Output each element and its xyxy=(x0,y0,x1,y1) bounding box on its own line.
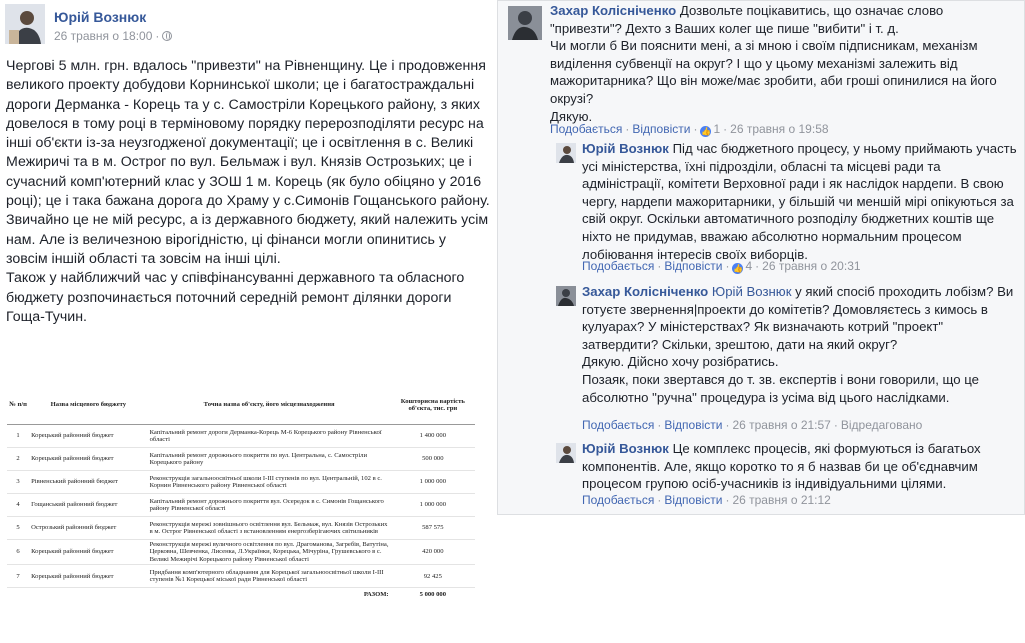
cell-object: Придбання комп'ютерного обладнання для Корецької загальноосвітньої школи І-ІІІ ступенів №1 Корецької міської ради Рівненської області xyxy=(148,565,391,588)
like-icon[interactable]: 👍 xyxy=(700,127,711,136)
profile-photo-icon xyxy=(556,286,576,306)
mention-link[interactable]: Юрій Вознюк xyxy=(711,284,792,299)
reply-button[interactable]: Відповісти xyxy=(632,122,691,136)
comment-time[interactable]: 26 травня о 20:31 xyxy=(762,259,861,273)
post-text xyxy=(6,57,490,327)
comment-author[interactable]: Юрій Вознюк xyxy=(582,141,669,156)
cell-budget: Корецький районний бюджет xyxy=(29,448,148,471)
cell-cost: 420 000 xyxy=(391,540,475,565)
comment-body xyxy=(582,283,1018,406)
comment-actions: Подобається · Відповісти · 26 травня о 21:57 · Відредаговано xyxy=(582,418,923,432)
comment-author[interactable]: Захар Колісніченко xyxy=(582,284,709,299)
like-count[interactable]: 4 xyxy=(745,259,753,273)
comment-actions: Подобається · Відповісти · 👍 1 · 26 травня о 19:58 xyxy=(550,122,829,136)
comment-body xyxy=(582,140,1018,263)
like-icon[interactable]: 👍 xyxy=(732,264,743,273)
cell-object: Реконструкція мережі вуличного освітлення по вул. Драгоманова, Загребів, Ватутіна, Церковна, Шевченка, Лисенка, Л.Українки, Корецька, Мічуріна, Грушевського в с. Великі Межирічі Корецького району Рівненської області xyxy=(148,540,391,565)
reply-button[interactable]: Відповісти xyxy=(664,493,723,507)
total-label: РАЗОМ: xyxy=(363,590,389,598)
avatar[interactable] xyxy=(556,443,576,463)
comment-body xyxy=(550,2,1018,125)
comment-text: у який спосіб проходить лобізм? Ви готуєте звернення|проекти до комітетів? Домовляєтесь з кимось в кулуарах? У міністерствах? Як визначають котрий "проект" затвердити? Скільки, зрештою, дати на який округ? xyxy=(582,284,1014,352)
table-total-row xyxy=(7,588,475,601)
comment xyxy=(508,4,1018,136)
cell-cost: 92 425 xyxy=(391,565,475,588)
profile-photo-icon xyxy=(508,6,542,40)
comment-text: Дозвольте поцікавитись, що означає слово "привезти"? Дехто з Ваших колег ще пише "вибити" і т. д. xyxy=(550,3,944,36)
like-button[interactable]: Подобається xyxy=(582,259,655,273)
like-button[interactable]: Подобається xyxy=(550,122,623,136)
globe-icon xyxy=(162,31,172,41)
profile-photo-icon xyxy=(556,143,576,163)
avatar[interactable] xyxy=(556,286,576,306)
cell-num: 7 xyxy=(7,565,29,588)
budget-table xyxy=(7,386,475,600)
cell-num: 2 xyxy=(7,448,29,471)
post-meta: 26 травня о 18:00 · xyxy=(54,29,172,43)
table-row xyxy=(7,471,475,494)
reply-comment xyxy=(556,141,1018,276)
cell-cost: 1 400 000 xyxy=(391,425,475,448)
cell-budget: Корецький районний бюджет xyxy=(29,425,148,448)
col-cost: Кошторисна вартість об'єкта, тис. грн xyxy=(391,386,475,425)
cell-object: Капітальний ремонт дорожнього покриття по вул. Центральна, с. Самостріли Корецького району xyxy=(148,448,391,471)
cell-cost: 587 575 xyxy=(391,517,475,540)
cell-num: 1 xyxy=(7,425,29,448)
profile-photo-icon xyxy=(5,4,45,44)
edited-label[interactable]: Відредаговано xyxy=(840,418,923,432)
table-row xyxy=(7,540,475,565)
cell-object: Реконструкція мережі зовнішнього освітлення вул. Бельмаж, вул. Князів Острозьких в м. Острог Рівненської області з встановленням енергозберігаючих світильників xyxy=(148,517,391,540)
comment-text: Це комплекс процесів, які формуються із багатьох компонентів. Але, якщо коротко то я б назвав би це об'єднавчим процесом групою осіб-учасників із індивідуальними цілями. xyxy=(582,441,981,492)
cell-budget: Гощанський районний бюджет xyxy=(29,494,148,517)
like-button[interactable]: Подобається xyxy=(582,418,655,432)
col-object: Точна назва об'єкту, його місцезнаходження xyxy=(148,386,391,425)
avatar[interactable] xyxy=(508,6,542,40)
comment-actions: Подобається · Відповісти · 👍 4 · 26 травня о 20:31 xyxy=(582,259,861,273)
comment-text: Дякую. xyxy=(550,108,593,124)
total-value: 5 000 000 xyxy=(419,590,446,598)
cell-num: 4 xyxy=(7,494,29,517)
cell-num: 3 xyxy=(7,471,29,494)
comment-text: Дякую. Дійсно хочу розібратись. xyxy=(582,354,779,370)
avatar[interactable] xyxy=(556,143,576,163)
cell-num: 5 xyxy=(7,517,29,540)
budget-document-image[interactable] xyxy=(3,372,487,640)
post xyxy=(0,0,492,643)
cell-object: Реконструкція загальноосвітньої школи І-ІІІ ступенів по вул. Центральній, 102 в с. Корнин Рівненського району Рівненської області xyxy=(148,471,391,494)
post-header xyxy=(0,0,492,52)
col-budget: Назва місцевого бюджету xyxy=(29,386,148,425)
profile-photo-icon xyxy=(556,443,576,463)
table-row xyxy=(7,448,475,471)
cell-budget: Корецький районний бюджет xyxy=(29,540,148,565)
col-num: № п/п xyxy=(7,386,29,425)
post-time[interactable]: 26 травня о 18:00 xyxy=(54,29,153,43)
cell-budget: Рівненський районний бюджет xyxy=(29,471,148,494)
table-row xyxy=(7,425,475,448)
comment-author[interactable]: Захар Колісніченко xyxy=(550,3,677,18)
post-paragraph: Також у найближчий час у співфінансуванні державного та обласного бюджету розпочинається поточний середній ремонт ділянки дороги Гоща-Тучин. xyxy=(6,270,465,325)
cell-cost: 1 000 000 xyxy=(391,471,475,494)
comment-time[interactable]: 26 травня о 21:12 xyxy=(732,493,831,507)
like-button[interactable]: Подобається xyxy=(582,493,655,507)
reply-button[interactable]: Відповісти xyxy=(664,418,723,432)
comment-time[interactable]: 26 травня о 19:58 xyxy=(730,122,829,136)
cell-object: Капітальний ремонт дорожнього покриття вул. Осередок в с. Симонів Гощанського району Рівненської області xyxy=(148,494,391,517)
cell-cost: 1 000 000 xyxy=(391,494,475,517)
reply-comment xyxy=(556,441,1018,511)
comment-text: Під час бюджетного процесу, у ньому приймають участь усі міністерства, їхні підрозділи, обласні та місцеві ради та адміністрації, комітети Верховної ради і як наслідок нардепи. В свою чергу, нардепи мажоритарники, у більшій чи меншій мірі опікуються за свій округ. Оскільки автоматичного розподілу бюджетних коштів ще ніхто не придумав, вважаю абсолютно нормальним процесом лобіювання інтересів своїх виборців. xyxy=(582,141,1017,262)
post-author[interactable]: Юрій Вознюк xyxy=(54,9,147,25)
reply-comment xyxy=(556,284,1018,434)
table-row xyxy=(7,494,475,517)
table-header xyxy=(7,386,475,425)
comment-text: Позаяк, поки звертався до т. зв. експертів і вони говорили, що це абсолютно "ручна" процедура із усіма від цього наслідками. xyxy=(582,371,979,405)
post-paragraph: Звичайно це не мій ресурс, а із державного бюджету, який належить усім нам. Але із величезною вірогідністю, ці фінанси могли опинитись у зовсім іншій області та зовсім на інші цілі. xyxy=(6,212,489,267)
cell-num: 6 xyxy=(7,540,29,565)
cell-budget: Острозький районний бюджет xyxy=(29,517,148,540)
like-count[interactable]: 1 xyxy=(713,122,721,136)
comments-panel xyxy=(497,0,1025,515)
cell-budget: Корецький районний бюджет xyxy=(29,565,148,588)
reply-button[interactable]: Відповісти xyxy=(664,259,723,273)
comment-author[interactable]: Юрій Вознюк xyxy=(582,441,669,456)
table-row xyxy=(7,517,475,540)
cell-cost: 500 000 xyxy=(391,448,475,471)
comment-time[interactable]: 26 травня о 21:57 xyxy=(732,418,831,432)
comment-actions: Подобається · Відповісти · 26 травня о 21:12 xyxy=(582,493,831,507)
table-row xyxy=(7,565,475,588)
post-paragraph: Чергові 5 млн. грн. вдалось "привезти" на Рівненщину. Це і продовження великого проекту добудови Корнинської школи; це і багатостраждальні дороги Дерманка - Корець та у с. Самостріли Корецького району, з яких довелося в тому році в терміновому порядку перерозподіляти ресурс на інші об'єкти із-за неузгодженої документації; це і освітлення в с. Великі Межиричі та в м. Острог по вул. Бельмаж і вул. Князів Острозьких; це і сучасний комп'ютерний клас у ЗОШ 1 м. Корець (як було обіцяно у 2016 році); це і така бажана дорога до Храму у с.Симонів Гощанського району. xyxy=(6,58,490,210)
avatar[interactable] xyxy=(5,4,45,44)
comment-body xyxy=(582,440,1018,493)
cell-object: Капітальний ремонт дороги Дерманка-Корець М-6 Корецького району Рівненської області xyxy=(148,425,391,448)
comment-text: Чи могли б Ви пояснити мені, а зі мною і своїм підписникам, механізм виділення субвенції на округ? І що у цьому механізмі залежить від мажоритарника? Що він може/має зробити, аби гроші опинилися на його окрузі? xyxy=(550,38,997,106)
